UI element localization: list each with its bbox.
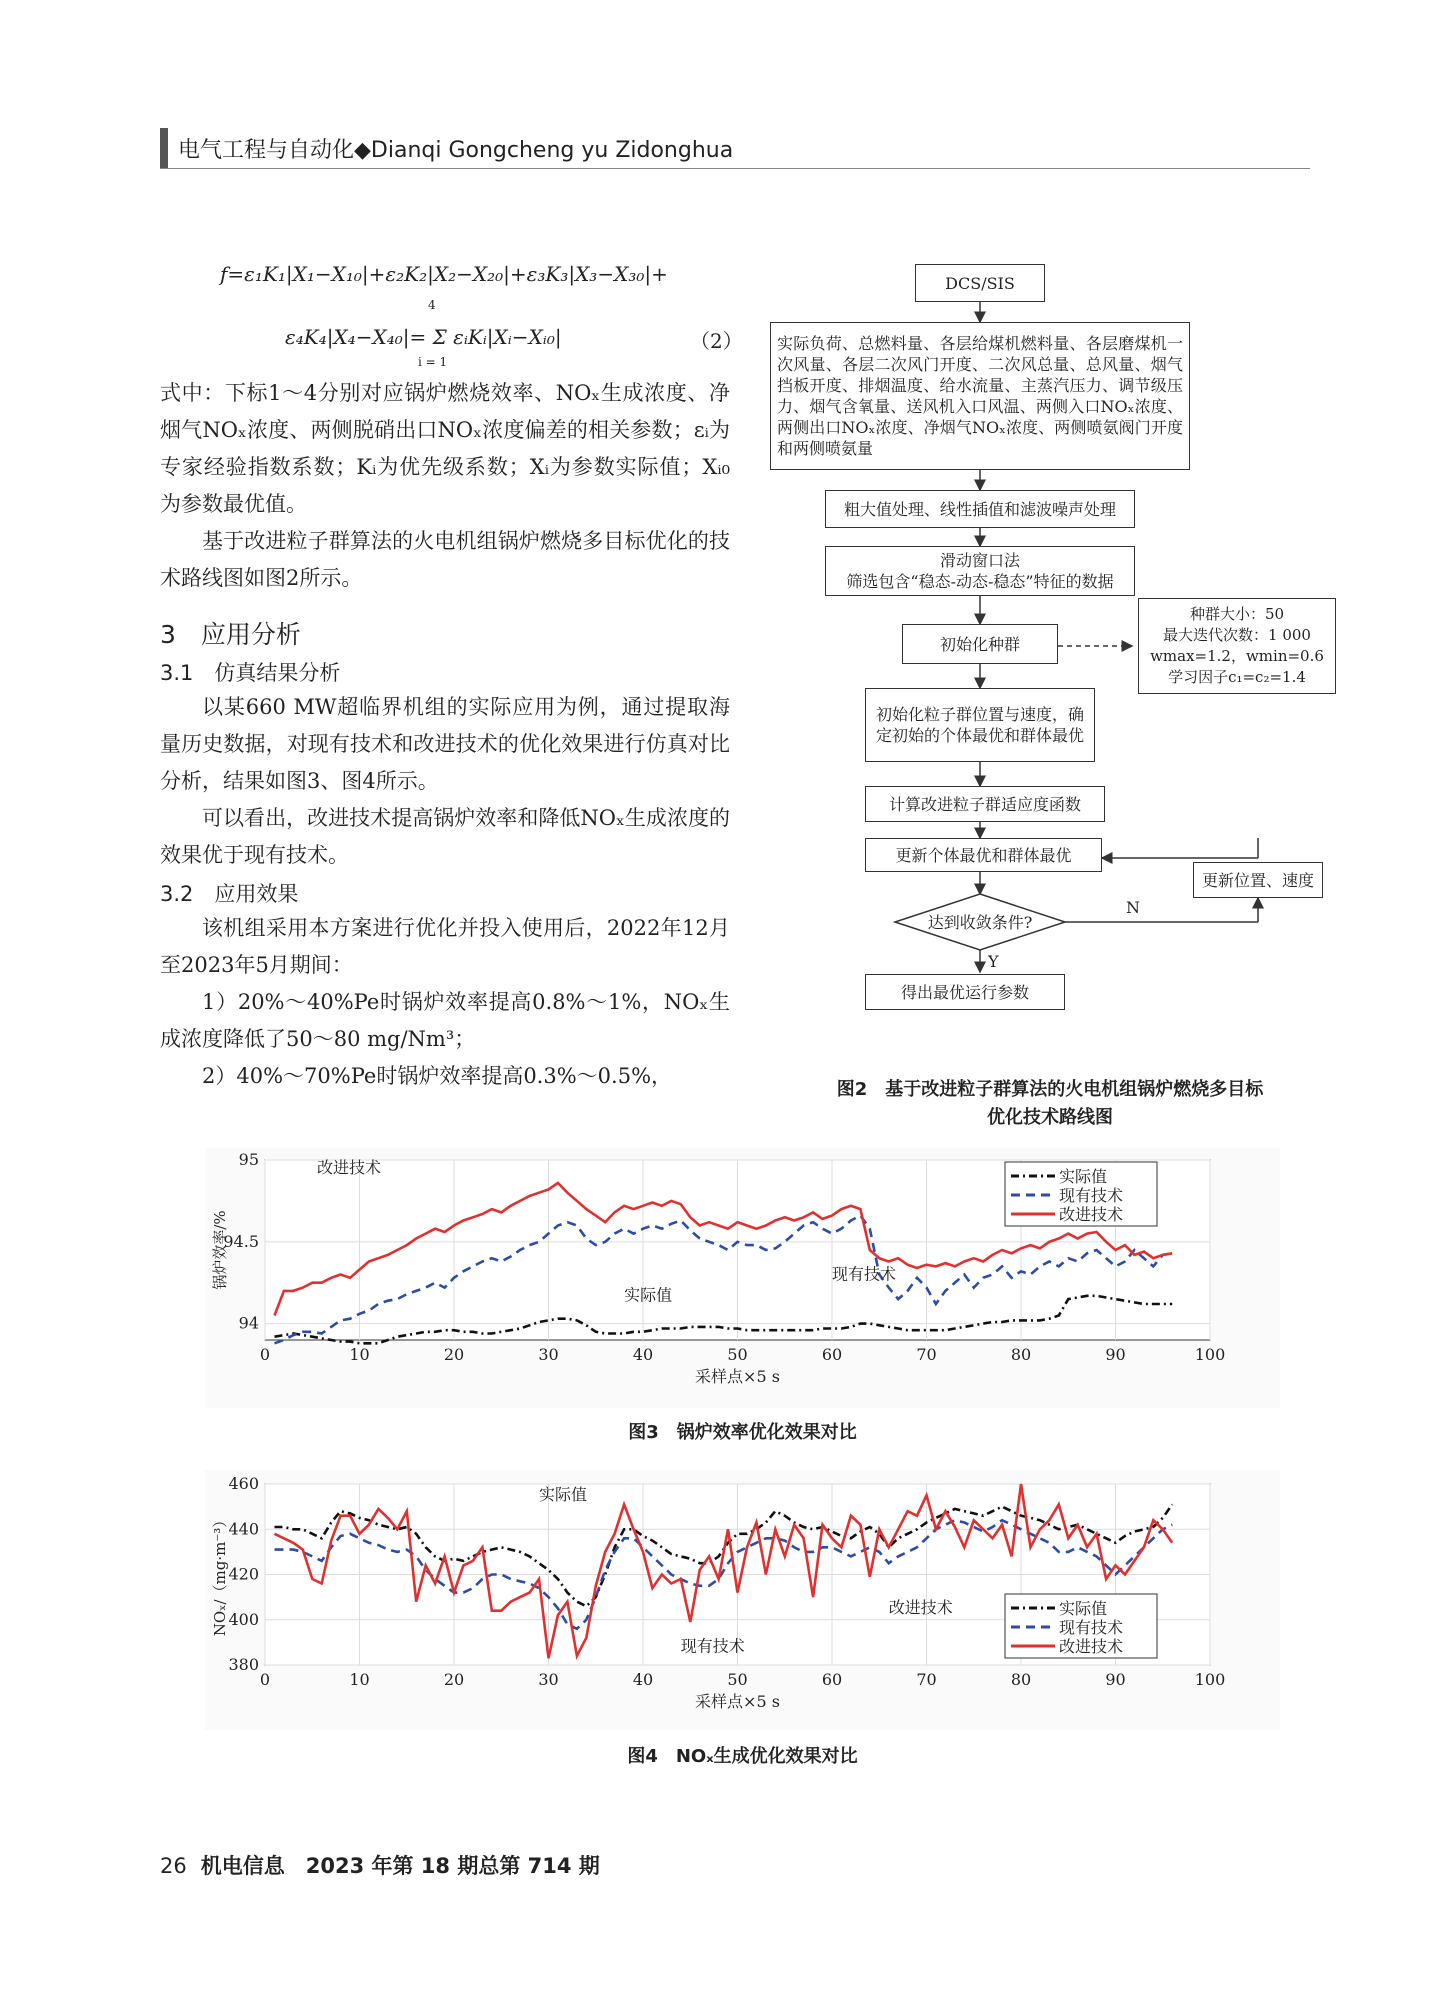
paragraph-application: 该机组采用本方案进行优化并投入使用后，2022年12月至2023年5月期间： [160,916,730,977]
paragraph-roadmap: 基于改进粒子群算法的火电机组锅炉燃烧多目标优化的技术路线图如图2所示。 [160,529,730,590]
x-tick-label: 30 [538,1670,559,1689]
left-column [160,375,730,1095]
formula-line-2: ε₄K₄|X₄−X₄₀|= Σ εᵢKᵢ|Xᵢ−Xᵢ₀| [285,325,562,349]
x-tick-label: 80 [1010,1345,1032,1364]
x-tick-label: 20 [443,1345,465,1364]
x-axis-label: 采样点×5 s [695,1367,780,1386]
journal-title: 电气工程与自动化◆Dianqi Gongcheng yu Zidonghua [178,137,734,163]
x-tick-label: 60 [821,1670,843,1689]
header-bar [160,128,168,168]
node-init-position-velocity: 初始化粒子群位置与速度，确定初始的个体最优和群体最优 [865,688,1095,762]
x-tick-label: 20 [443,1670,465,1689]
boiler-efficiency-chart [205,1148,1280,1408]
paragraph-result-1: 1）20%～40%Pe时锅炉效率提高0.8%～1%，NOₓ生成浓度降低了50～80 mg/Nm³； [160,990,730,1051]
paragraph-simulation: 以某660 MW超临界机组的实际应用为例，通过提取海量历史数据，对现有技术和改进技术的优化效果进行仿真对比分析，结果如图3、图4所示。 [160,695,730,793]
x-tick-label: 0 [259,1345,271,1364]
node-sliding-window-title: 滑动窗口法 [939,551,1020,570]
x-tick-label: 30 [538,1345,559,1364]
paragraph-conclusion: 可以看出，改进技术提高锅炉效率和降低NOₓ生成浓度的效果优于现有技术。 [160,806,730,867]
section-3-title: 3 应用分析 [160,620,301,649]
annotation-label: 现有技术 [832,1264,897,1284]
legend-label: 实际值 [1059,1167,1108,1186]
x-tick-label: 100 [1194,1670,1226,1689]
annotation-label: 实际值 [539,1484,588,1504]
y-tick-label: 400 [228,1609,259,1629]
x-tick-label: 90 [1105,1670,1126,1689]
x-tick-label: 40 [632,1670,654,1689]
x-tick-label: 10 [349,1345,370,1364]
param-inertia-weight: wmax=1.2，wmin=0.6 [1150,647,1324,665]
node-preprocessing: 粗大值处理、线性插值和滤波噪声处理 [825,490,1135,528]
node-init-population: 初始化种群 [902,624,1058,664]
x-axis-label: 采样点×5 s [695,1692,780,1711]
y-tick-label: 460 [228,1474,259,1493]
param-max-iterations: 最大迭代次数：1 000 [1163,626,1311,644]
figure-4-chart [205,1470,1280,1730]
annotation-label: 改进技术 [888,1597,953,1617]
param-learning-factor: 学习因子c₁=c₂=1.4 [1168,668,1306,686]
sum-upper-limit: 4 [428,298,436,312]
page-footer: 26 机电信息 2023 年第 18 期总第 714 期 [160,1854,600,1878]
formula-line-1: f=ε₁K₁|X₁−X₁₀|+ε₂K₂|X₂−X₂₀|+ε₃K₃|X₃−X₃₀|+ [220,262,668,286]
paragraph-result-2: 2）40%～70%Pe时锅炉效率提高0.3%～0.5%， [202,1064,673,1088]
node-update-best: 更新个体最优和群体最优 [865,838,1102,872]
journal-header [160,128,733,168]
node-convergence-check: 达到收敛条件? [927,913,1033,932]
node-sliding-window [825,546,1135,596]
x-tick-label: 70 [916,1345,937,1364]
x-tick-label: 60 [821,1345,843,1364]
node-dcs-sis: DCS/SIS [915,264,1045,302]
x-tick-label: 0 [259,1670,271,1689]
x-tick-label: 70 [916,1670,937,1689]
figure-2-caption-line-1: 图2 基于改进粒子群算法的火电机组锅炉燃烧多目标 [836,1079,1264,1100]
section-3-2-title: 3.2 应用效果 [160,882,299,906]
node-parameters [1138,598,1336,694]
y-tick-label: 420 [228,1564,259,1584]
figure-2-caption-line-2: 优化技术路线图 [987,1107,1113,1128]
annotation-label: 实际值 [624,1285,673,1305]
y-tick-label: 94.5 [223,1231,259,1251]
label-no: N [1126,898,1140,917]
equation-number: （2） [690,329,743,353]
legend-label: 实际值 [1059,1599,1108,1618]
x-tick-label: 80 [1010,1670,1032,1689]
y-axis-label: NOₓ/（mg·m⁻³） [211,1512,229,1637]
node-update-position-velocity: 更新位置、速度 [1193,862,1323,898]
section-3-1-title: 3.1 仿真结果分析 [160,661,341,685]
y-axis-label: 锅炉效率/% [211,1210,229,1290]
x-tick-label: 90 [1105,1345,1126,1364]
y-tick-label: 94 [238,1313,259,1333]
param-population-size: 种群大小：50 [1189,605,1285,623]
y-tick-label: 95 [238,1150,259,1169]
figure-3-caption: 图3 锅炉效率优化效果对比 [628,1422,857,1443]
x-tick-label: 50 [727,1670,748,1689]
x-tick-label: 50 [727,1345,748,1364]
y-tick-label: 380 [228,1655,259,1674]
annotation-label: 现有技术 [680,1636,745,1656]
annotation-label: 改进技术 [316,1158,381,1178]
node-fitness-function: 计算改进粒子群适应度函数 [865,786,1105,822]
x-tick-label: 40 [632,1345,654,1364]
y-tick-label: 440 [228,1519,259,1539]
node-input-variables: 实际负荷、总燃料量、各层给煤机燃料量、各层磨煤机一次风量、各层二次风门开度、二次风总量、总风量、烟气挡板开度、排烟温度、给水流量、主蒸汽压力、调节级压力、烟气含氧量、送风机入口风温、两侧入口NOₓ浓度、两侧出口NOₓ浓度、净烟气NOₓ浓度、两侧喷氨阀门开度和两侧喷氨量 [770,322,1190,470]
legend-label: 改进技术 [1059,1205,1124,1224]
paragraph-formula-explanation: 式中：下标1～4分别对应锅炉燃烧效率、NOₓ生成浓度、净烟气NOₓ浓度、两侧脱硝出口NOₓ浓度偏差的相关参数；εᵢ为专家经验指数系数；Kᵢ为优先级系数；Xᵢ为参数实际值；Xᵢ₀为参数最优值。 [160,381,730,516]
nox-chart [205,1470,1280,1730]
sum-lower-limit: i = 1 [418,355,448,369]
flowchart [760,258,1340,1058]
legend-label: 现有技术 [1059,1186,1124,1205]
figure-4-caption: 图4 NOₓ生成优化效果对比 [627,1746,858,1767]
header-rule [160,168,1310,169]
legend-label: 改进技术 [1059,1637,1124,1656]
label-yes: Y [988,952,999,971]
figure-3-chart [205,1148,1280,1408]
legend-label: 现有技术 [1059,1618,1124,1637]
x-tick-label: 10 [349,1670,370,1689]
x-tick-label: 100 [1194,1345,1226,1364]
node-optimal-parameters: 得出最优运行参数 [865,974,1065,1010]
node-sliding-window-desc: 筛选包含“稳态-动态-稳态”特征的数据 [846,572,1114,591]
